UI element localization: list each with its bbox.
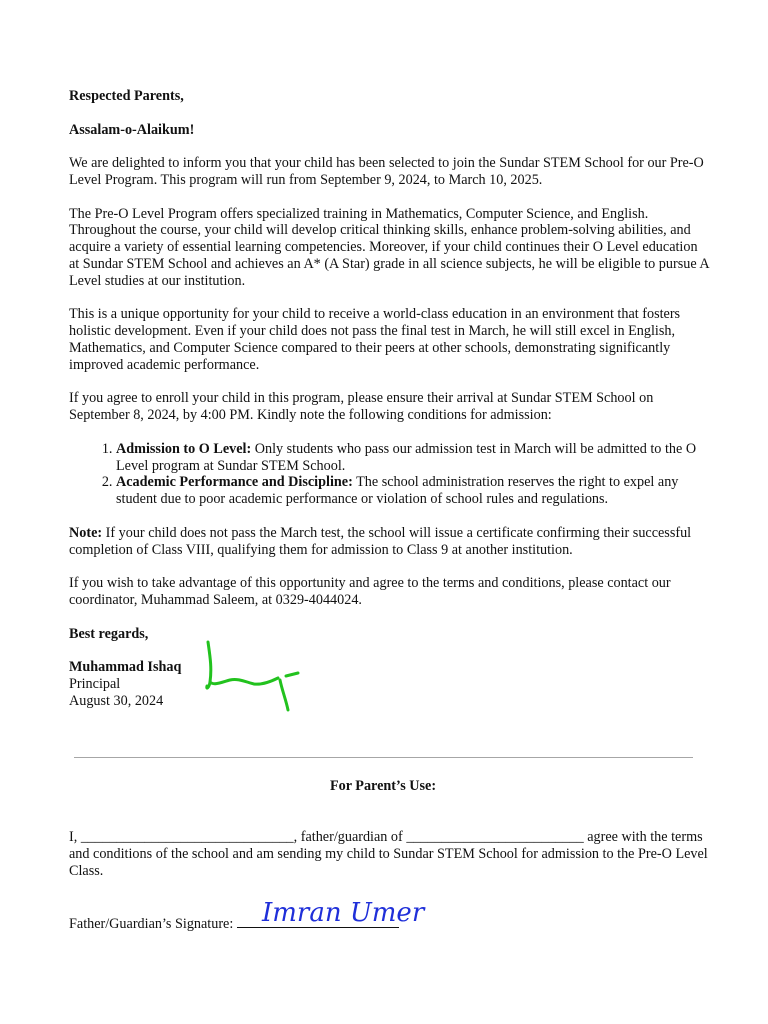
note-label: Note: — [69, 524, 103, 541]
letter-body — [69, 88, 709, 709]
salutation: Respected Parents, — [69, 88, 184, 104]
signer-name: Muhammad Ishaq — [69, 659, 182, 676]
parent-agreement — [69, 829, 709, 879]
agreement-father: , father/guardian of — [293, 829, 407, 845]
note-paragraph — [69, 525, 709, 559]
paragraph-enroll: If you agree to enroll your child in this program, please ensure their arrival at Sundar STEM School on September 8, 2024, by 4:00 PM. Kindly note the following conditions for admission: — [69, 390, 654, 424]
signer-title: Principal — [69, 675, 121, 692]
paragraph-program: The Pre-O Level Program offers specialized training in Mathematics, Computer Science, and English. Throughout the course, your child will develop critical thinking skills, enhance problem-solving abilities, and acquire a variety of essential learning competencies. Moreover, if your child continues their O Level education at Sundar STEM School and achieves an A* (A Star) grade in all science subjects, he will be eligible to pursue A Level studies at our institution. — [69, 205, 709, 289]
agreement-text: agree with the terms and conditions of the school and am sending my child to Sundar STEM School for admission to the Pre-O Level Class. — [69, 829, 708, 879]
parent-signature-text: Imran Umer — [262, 898, 425, 928]
condition-text: Only students who pass our admission test in March will be admitted to the O Level program at Sundar STEM School. — [116, 440, 697, 474]
condition-title: Admission to O Level: — [116, 440, 252, 457]
list-item — [116, 474, 709, 508]
section-divider — [74, 757, 693, 758]
note-text: If your child does not pass the March test, the school will issue a certificate confirming their successful completion of Class VIII, qualifying them for admission to Class 9 at another institution. — [69, 524, 692, 558]
parent-signature — [258, 893, 458, 933]
parent-section-title: For Parent’s Use: — [329, 778, 437, 794]
paragraph-intro: We are delighted to inform you that your child has been selected to join the Sundar STEM School for our Pre-O Level Program. This program will run from September 9, 2024, to March 10, 2025. — [69, 155, 704, 188]
paragraph-contact: If you wish to take advantage of this opportunity and agree to the terms and conditions, please contact our coordinator, Muhammad Saleem, at 0329-4044024. — [69, 575, 671, 608]
paragraph-opportunity: This is a unique opportunity for your child to receive a world-class education in an environment that fosters holistic development. Even if your child does not pass the final test in March, he will still excel in English, Mathematics, and Computer Science compared to their peers at other schools, demonstrating significantly improved academic performance. — [69, 306, 681, 373]
letter-date: August 30, 2024 — [69, 692, 164, 709]
condition-title: Academic Performance and Discipline: — [116, 474, 353, 491]
condition-text: The school administration reserves the right to expel any student due to poor academic performance or violation of school rules and regulations. — [116, 474, 679, 508]
principal-signature — [200, 638, 310, 718]
conditions-list — [69, 441, 709, 508]
child-name-blank[interactable]: _________________________ — [406, 829, 584, 845]
greeting: Assalam-o-Alaikum! — [69, 121, 195, 138]
agreement-i: I, — [69, 829, 81, 845]
guardian-signature-label: Father/Guardian’s Signature: — [69, 916, 237, 932]
list-item — [116, 441, 709, 475]
closing: Best regards, — [69, 625, 149, 642]
parent-name-blank[interactable]: ______________________________ — [80, 829, 294, 845]
